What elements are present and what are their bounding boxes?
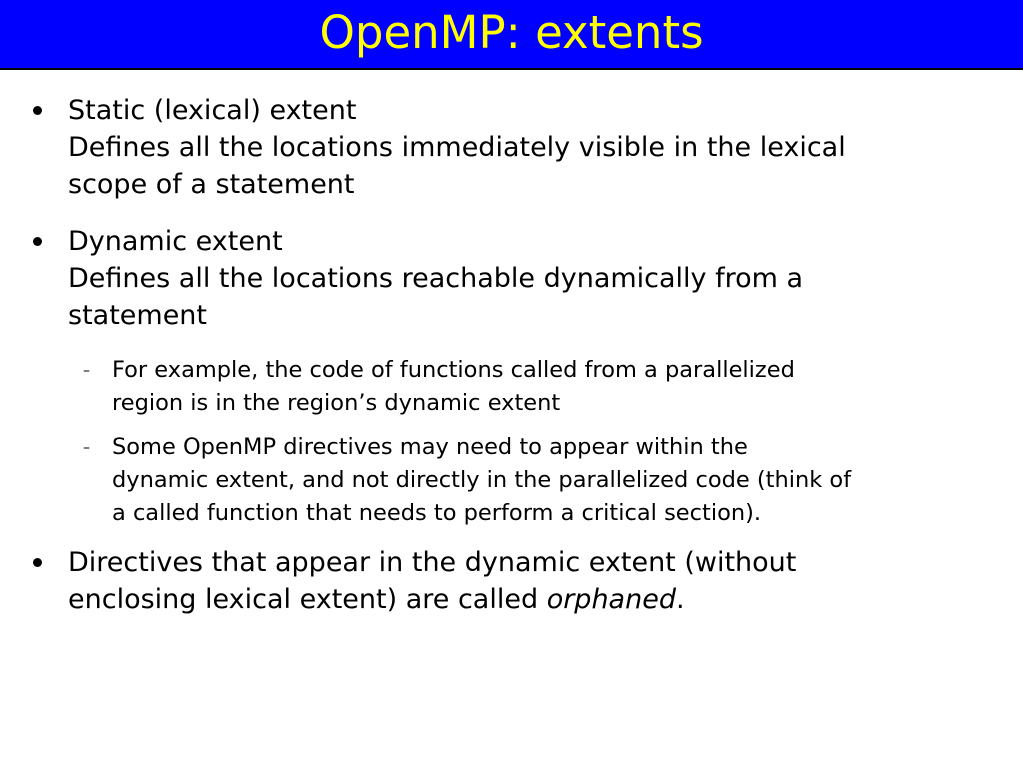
bullet-static-extent [68,92,988,203]
bullet-dynamic-extent [68,223,988,334]
dash-icon: – [83,440,90,456]
bullet-dot-icon [33,106,42,115]
bullet-dot-icon [33,237,42,246]
bullet-text-line: Directives that appear in the dynamic extent (without [68,547,797,578]
slide-title: OpenMP: extents [319,5,704,59]
dash-icon: – [83,363,90,379]
bullet-text-line: Defines all the locations immediately visible in the lexical [68,132,846,163]
emphasized-term: orphaned [546,584,676,615]
bullet-text-line-final [68,581,988,618]
sub-bullet-text-line: a called function that needs to perform a critical section). [112,500,762,526]
sub-bullet-text-line: For example, the code of functions called from a parallelized [112,357,795,383]
bullet-text-line: statement [68,300,208,331]
bullet-orphaned [68,544,988,618]
bullet-text-segment: enclosing lexical extent) are called [68,584,547,615]
bullet-dot-icon [33,558,42,567]
bullet-heading: Static (lexical) extent [68,95,357,126]
bullet-text-line: scope of a statement [68,169,355,200]
bullet-text-line: Defines all the locations reachable dynamically from a [68,263,804,294]
sub-bullet-text-line: region is in the region’s dynamic extent [112,390,561,416]
sub-bullet-directives [83,431,1002,530]
sub-bullet-example [83,354,1002,420]
bullet-text-trailing: . [675,584,685,615]
sub-bullet-text-line: Some OpenMP directives may need to appear within the [112,434,748,460]
bullet-heading: Dynamic extent [68,226,283,257]
sub-bullet-text-line: dynamic extent, and not directly in the parallelized code (think of [112,467,852,493]
